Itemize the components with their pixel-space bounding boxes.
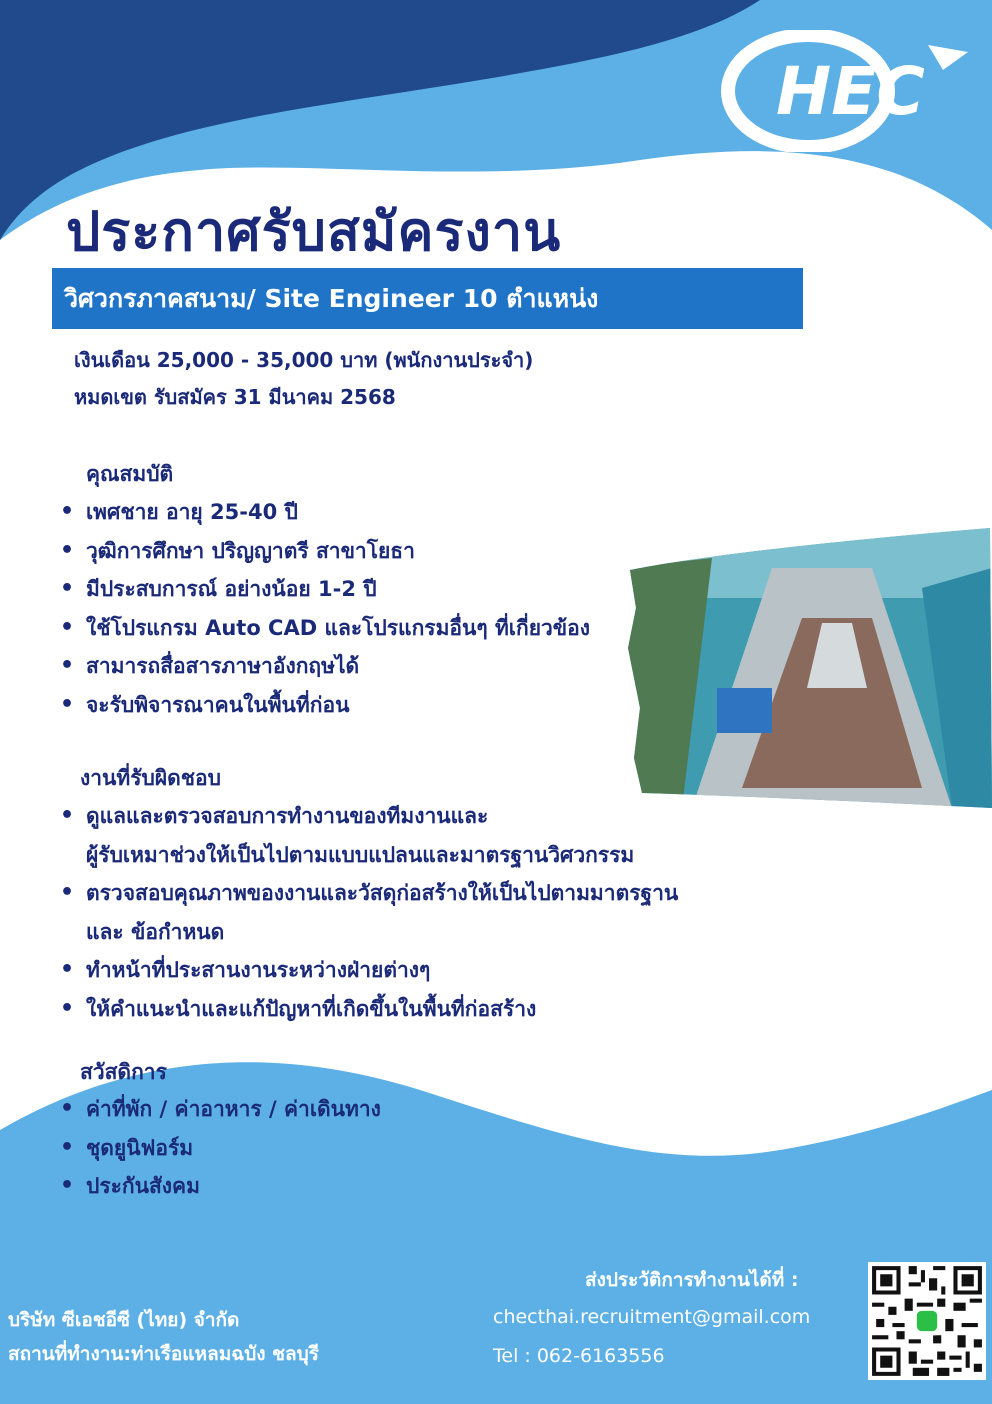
send-cv-label: ส่งประวัติการทำงานได้ที่ : bbox=[585, 1269, 799, 1291]
list-item: • ดูแลและตรวจสอบการทำงานของทีมงานและ bbox=[58, 797, 678, 836]
list-item: • จะรับพิจารณาคนในพื้นที่ก่อน bbox=[58, 686, 590, 725]
benefits-heading: สวัสดิการ bbox=[80, 1060, 167, 1084]
deadline-text: หมดเขต รับสมัคร 31 มีนาคม 2568 bbox=[74, 385, 396, 409]
list-item-continuation: ผู้รับเหมาช่วงให้เป็นไปตามแบบแปลนและมาตรฐานวิศวกรรม bbox=[86, 842, 635, 867]
qualifications-heading: คุณสมบัติ bbox=[86, 462, 174, 486]
position-banner: วิศวกรภาคสนาม/ Site Engineer 10 ตำแหน่ง bbox=[52, 268, 803, 329]
qr-code-icon[interactable] bbox=[868, 1262, 986, 1380]
logo-text: HEC bbox=[776, 53, 925, 130]
hec-logo bbox=[718, 30, 982, 152]
list-item-continuation: และ ข้อกำหนด bbox=[86, 919, 225, 944]
phone-number[interactable]: Tel : 062-6163556 bbox=[493, 1345, 665, 1367]
list-item: • เพศชาย อายุ 25-40 ปี bbox=[58, 493, 590, 532]
list-item: • มีประสบการณ์ อย่างน้อย 1-2 ปี bbox=[58, 570, 590, 609]
port-aerial-photo bbox=[622, 528, 992, 808]
qualifications-list bbox=[58, 493, 590, 724]
salary-text: เงินเดือน 25,000 - 35,000 บาท (พนักงานประจำ) bbox=[74, 348, 534, 372]
line-app-icon bbox=[917, 1311, 937, 1331]
responsibilities-list bbox=[58, 797, 678, 1028]
benefits-list bbox=[58, 1090, 381, 1206]
list-item: • สามารถสื่อสารภาษาอังกฤษได้ bbox=[58, 647, 590, 686]
list-item: • ประกันสังคม bbox=[58, 1167, 381, 1206]
responsibilities-heading: งานที่รับผิดชอบ bbox=[80, 766, 221, 790]
list-item: • ทำหน้าที่ประสานงานระหว่างฝ่ายต่างๆ bbox=[58, 951, 678, 990]
page-title: ประกาศรับสมัครงาน bbox=[66, 200, 562, 263]
list-item: • ตรวจสอบคุณภาพของงานและวัสดุก่อสร้างให้เป็นไปตามมาตรฐาน bbox=[58, 874, 678, 913]
email-link[interactable]: checthai.recruitment@gmail.com bbox=[493, 1306, 811, 1328]
list-item: • ใช้โปรแกรม Auto CAD และโปรแกรมอื่นๆ ที่เกี่ยวข้อง bbox=[58, 609, 590, 648]
company-name: บริษัท ซีเอชอีซี (ไทย) จำกัด bbox=[8, 1309, 240, 1331]
list-item: • ชุดยูนิฟอร์ม bbox=[58, 1129, 381, 1168]
workplace-text: สถานที่ทำงาน:ท่าเรือแหลมฉบัง ชลบุรี bbox=[8, 1343, 319, 1365]
list-item: • วุฒิการศึกษา ปริญญาตรี สาขาโยธา bbox=[58, 532, 590, 571]
list-item: • ค่าที่พัก / ค่าอาหาร / ค่าเดินทาง bbox=[58, 1090, 381, 1129]
list-item: • ให้คำแนะนำและแก้ปัญหาที่เกิดขึ้นในพื้นที่ก่อสร้าง bbox=[58, 990, 678, 1029]
